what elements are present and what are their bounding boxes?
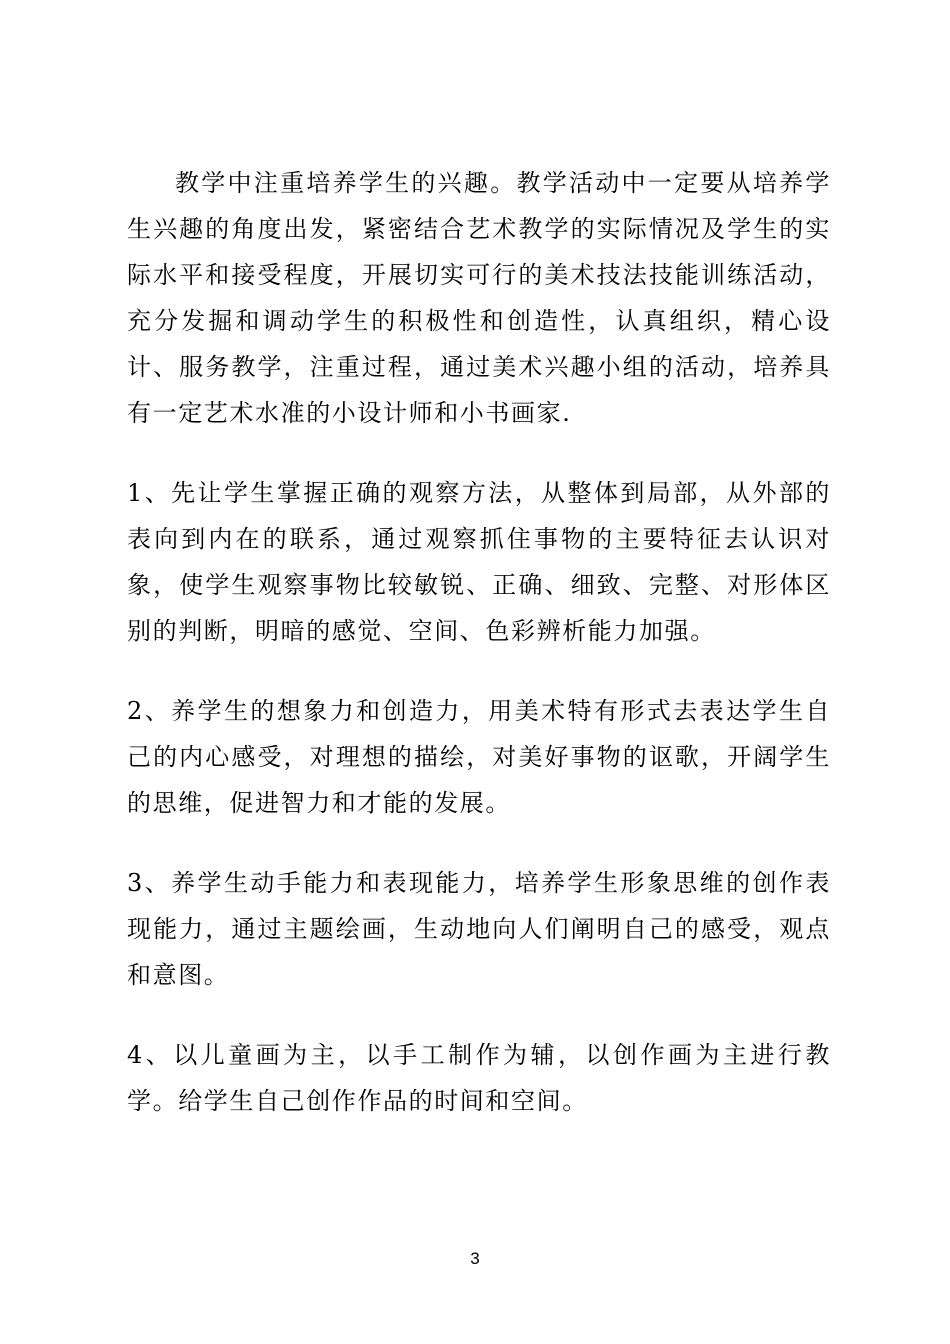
list-item-2: 2、养学生的想象力和创造力，用美术特有形式去表达学生自己的内心感受，对理想的描绘，对美好事物的讴歌，开阔学生的思维，促进智力和才能的发展。 bbox=[127, 697, 831, 817]
intro-paragraph: 教学中注重培养学生的兴趣。教学活动中一定要从培养学生兴趣的角度出发，紧密结合艺术教学的实际情况及学生的实际水平和接受程度，开展切实可行的美术技法技能训练活动，充分发掘和调动学生的积极性和创造性，认真组织，精心设计、服务教学，注重过程，通过美术兴趣小组的活动，培养具有一定艺术水准的小设计师和小书画家. bbox=[127, 169, 831, 427]
page-number: 3 bbox=[470, 1249, 480, 1268]
list-item-1: 1、先让学生掌握正确的观察方法，从整体到局部，从外部的表向到内在的联系，通过观察抓住事物的主要特征去认识对象，使学生观察事物比较敏锐、正确、细致、完整、对形体区别的判断，明暗的感觉、空间、色彩辨析能力加强。 bbox=[127, 479, 831, 645]
page-body bbox=[127, 160, 831, 1158]
list-item-4: 4、以儿童画为主，以手工制作为辅，以创作画为主进行教学。给学生自己创作作品的时间和空间。 bbox=[127, 1041, 831, 1115]
list-item-3: 3、养学生动手能力和表现能力，培养学生形象思维的创作表现能力，通过主题绘画，生动地向人们阐明自己的感受，观点和意图。 bbox=[127, 869, 831, 989]
